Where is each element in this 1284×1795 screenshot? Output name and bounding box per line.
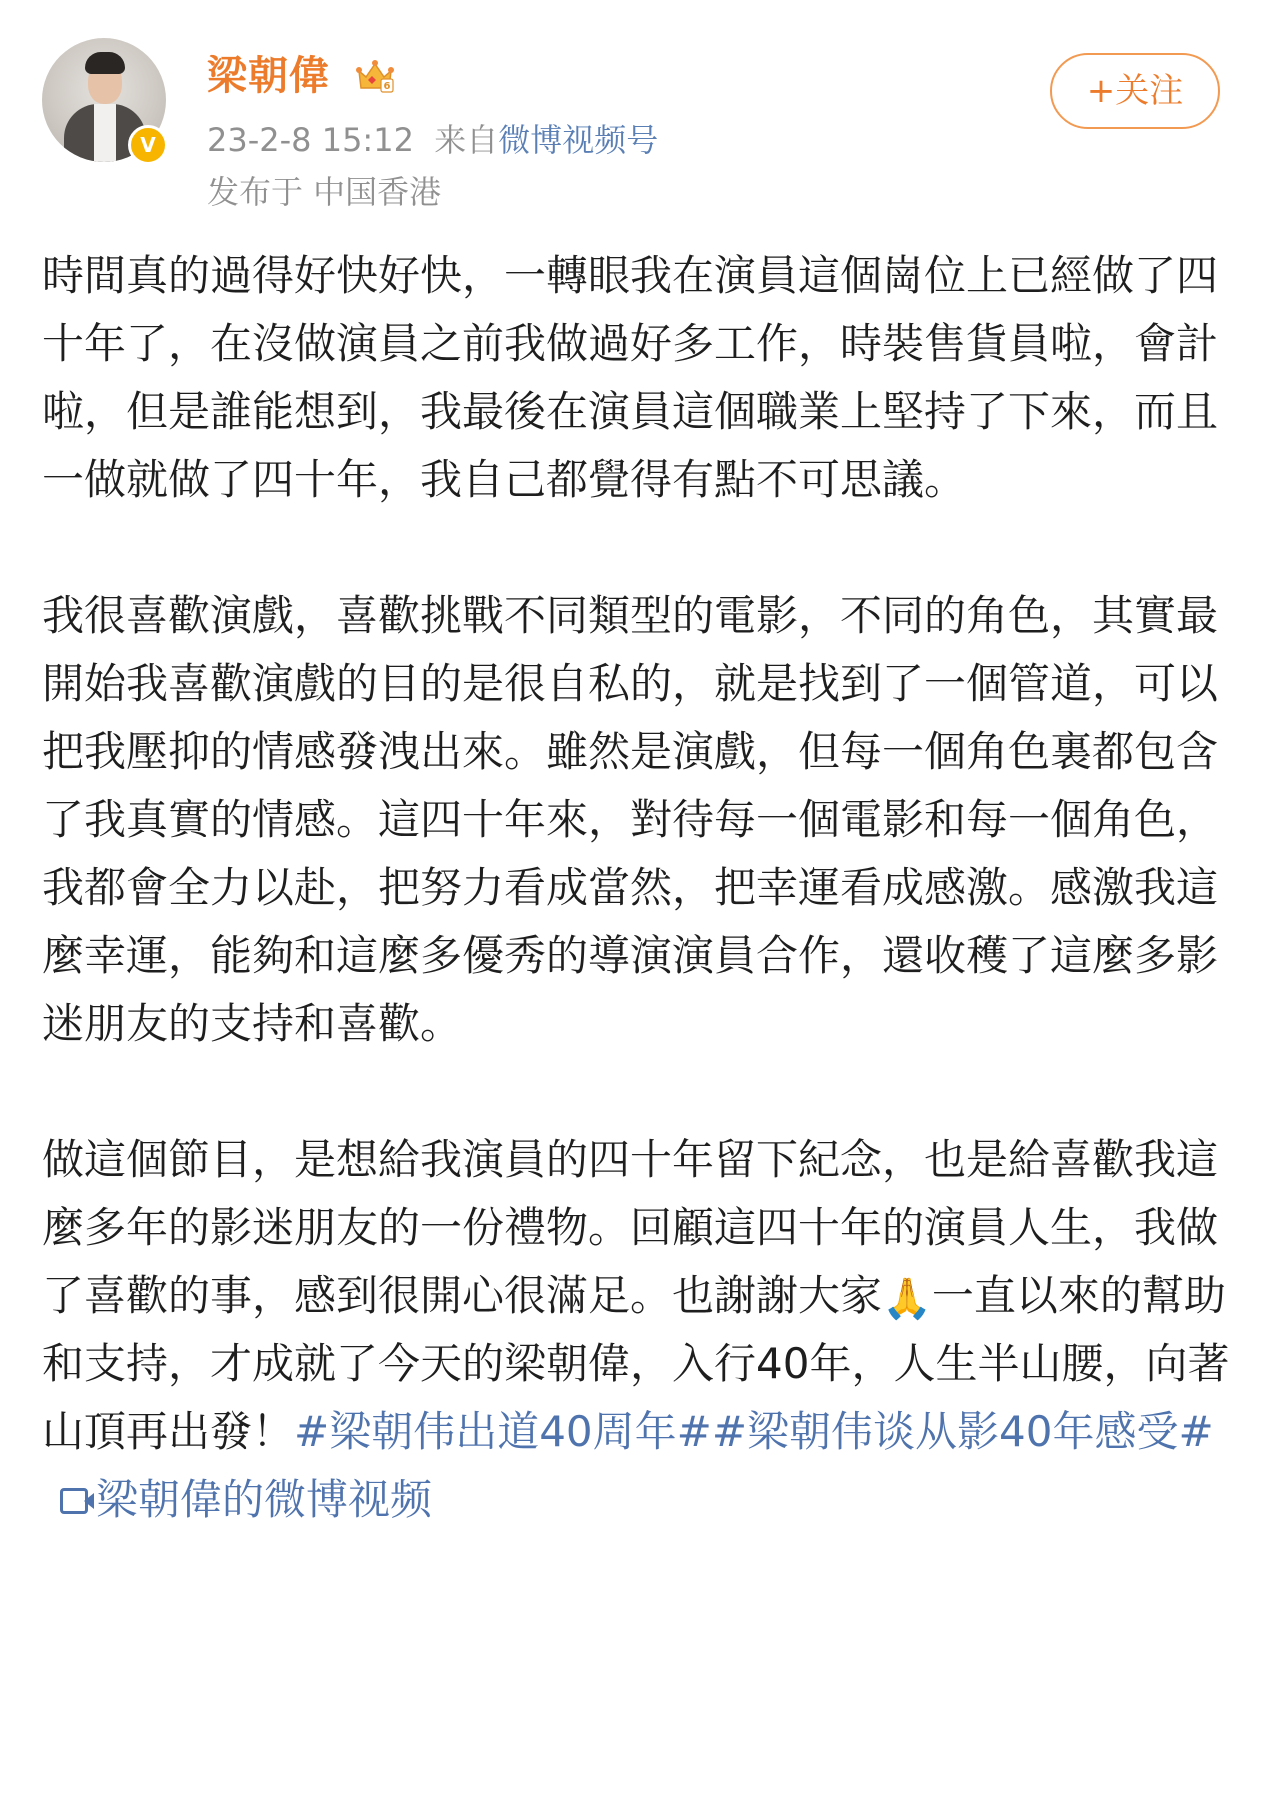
hashtag-link[interactable]: #梁朝伟出道40周年# — [294, 1407, 712, 1456]
post-paragraph-2: 我很喜歡演戲，喜歡挑戰不同類型的電影，不同的角色，其實最開始我喜歡演戲的目的是很自私的，就是找到了一個管道，可以把我壓抑的情感發洩出來。雖然是演戲，但每一個角色裏都包含了我真實的情感。這四十年來，對待每一個電影和每一個角色，我都會全力以赴，把努力看成當然，把幸運看成感激。感激我這麼幸運，能夠和這麼多優秀的導演演員合作，還收穫了這麼多影迷朋友的支持和喜歡。 — [42, 591, 1219, 1048]
paragraph-3-text-a: 做這個節目，是想給我演員的四十年留下紀念，也是給喜歡我這麼多年的影迷朋友的一份禮物。回顧這四十年的演員人生，我做了喜歡的事，感到很開心很滿足。也謝謝大家 — [42, 1135, 1219, 1320]
post-header — [0, 0, 1284, 230]
verified-label: V — [140, 132, 156, 157]
hashtag-link[interactable]: #梁朝伟谈从影40年感受# — [711, 1407, 1214, 1456]
crown-level-icon[interactable] — [354, 55, 396, 97]
avatar-shirt — [94, 104, 116, 162]
video-camera-icon[interactable] — [60, 1488, 94, 1512]
source-prefix: 来自 — [434, 121, 499, 159]
praying-hands-icon: 🙏 — [882, 1276, 932, 1322]
post-paragraph-3 — [42, 1126, 1242, 1534]
paragraph-3-text-b: 一直以來的幫助和支持，才成就了今天的梁朝偉，入行40年，人生半山腰，向著山頂再出發！ — [42, 1271, 1230, 1456]
post-timestamp: 23-2-8 15:12 — [207, 121, 414, 159]
follow-button[interactable]: +关注 — [1050, 53, 1220, 129]
post-location: 发布于 中国香港 — [207, 173, 442, 211]
username[interactable]: 梁朝偉 — [207, 53, 330, 99]
post-paragraph-1: 時間真的過得好快好快，一轉眼我在演員這個崗位上已經做了四十年了，在沒做演員之前我做過好多工作，時裝售貨員啦，會計啦，但是誰能想到，我最後在演員這個職業上堅持了下來，而且一做就做了四十年，我自己都覺得有點不可思議。 — [42, 251, 1219, 504]
post-content — [42, 242, 1242, 1534]
avatar-hair — [85, 52, 125, 74]
video-link[interactable]: 梁朝偉的微博视频 — [96, 1475, 433, 1524]
svg-text:6: 6 — [383, 81, 391, 92]
verified-v-icon — [128, 125, 168, 165]
source-link[interactable]: 微博视频号 — [498, 121, 659, 159]
post-meta — [207, 118, 658, 162]
